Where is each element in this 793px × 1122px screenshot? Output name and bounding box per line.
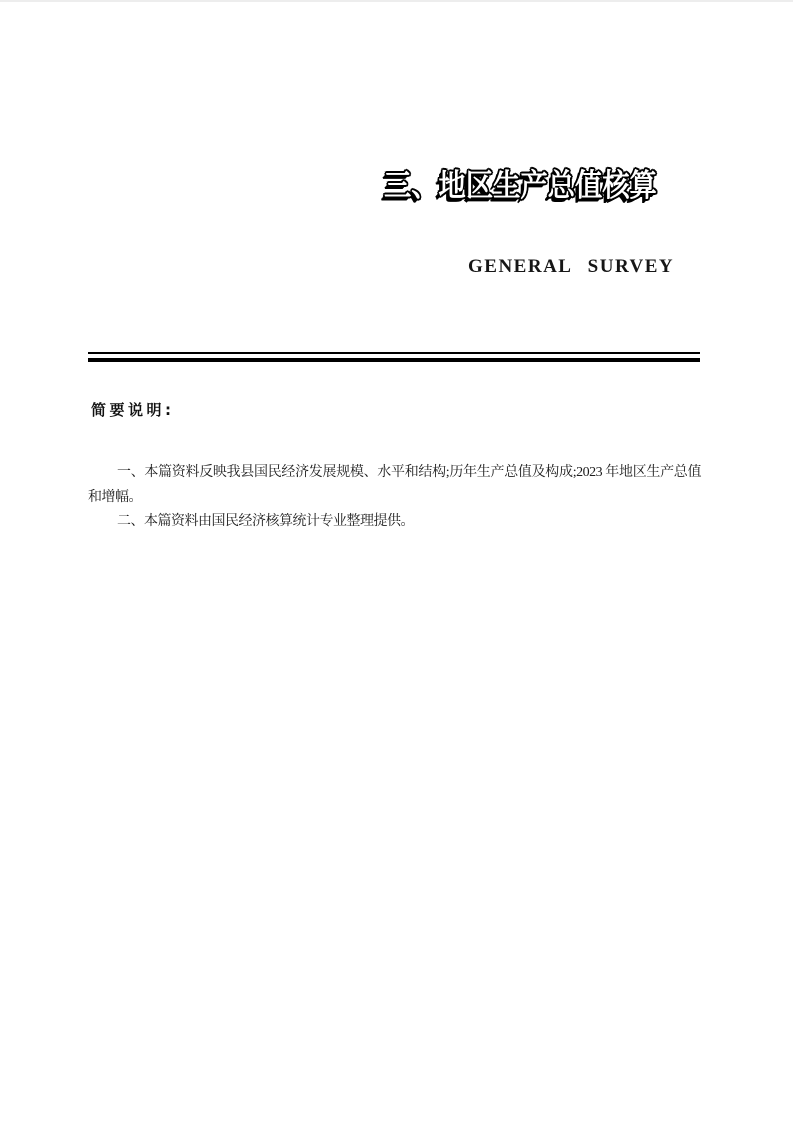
note-paragraph-1: 一、本篇资料反映我县国民经济发展规模、水平和结构;历年生产总值及构成;2023 年地区生产总值和增幅。 [88,465,701,505]
divider-thick-rule [88,358,700,362]
notes-body [88,461,701,535]
chapter-title: 三、地区生产总值核算 [384,168,657,204]
english-subtitle: GENERAL SURVEY [468,256,675,277]
divider-thin-rule [88,352,700,354]
scan-edge-artifact [0,0,793,2]
note-paragraph-2: 二、本篇资料由国民经济核算统计专业整理提供。 [117,514,414,529]
brief-notes-label: 简要说明: [91,401,175,419]
